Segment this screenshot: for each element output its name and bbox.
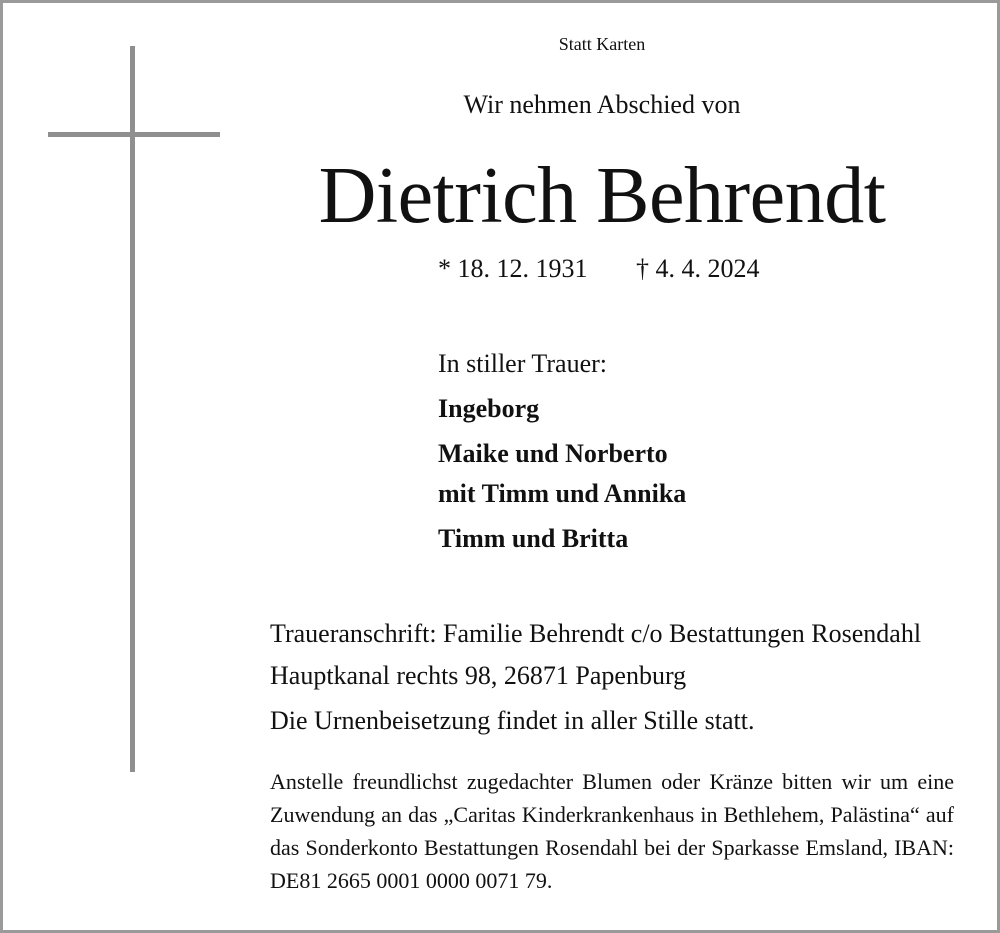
address-line: Hauptkanal rechts 98, 26871 Papenburg <box>270 661 687 690</box>
deceased-name: Dietrich Behrendt <box>318 152 886 240</box>
mourner-name: Maike und Norberto <box>438 439 668 468</box>
mourners-label: In stiller Trauer: <box>438 349 607 378</box>
mourner-name: Timm und Britta <box>438 524 629 553</box>
mourner-name: Ingeborg <box>438 394 540 423</box>
intro-text: Wir nehmen Abschied von <box>463 90 741 119</box>
mourning-address <box>270 613 921 697</box>
donation-note: Anstelle freundlichst zugedachter Blumen oder Kränze bitten wir um eine Zuwendung an das „Caritas Kinderkrankenhaus in Bethlehem, Palästina“ auf das Sonderkonto Bestattungen Rosendahl bei der Sparkasse Emsland, IBAN: DE81 2665 0001 0000 0071 79. <box>270 769 954 893</box>
death-date: † 4. 4. 2024 <box>636 254 760 283</box>
mourners-block <box>438 344 686 559</box>
cross-vertical-bar <box>130 46 135 772</box>
birth-date: * 18. 12. 1931 <box>438 254 588 283</box>
mourner-name: mit Timm und Annika <box>438 479 687 508</box>
headline: Statt Karten <box>558 34 646 54</box>
address-line: Traueranschrift: Familie Behrendt c/o Bestattungen Rosendahl <box>270 619 922 648</box>
burial-note: Die Urnenbeisetzung findet in aller Stille statt. <box>270 706 755 735</box>
cross-horizontal-bar <box>48 132 220 137</box>
